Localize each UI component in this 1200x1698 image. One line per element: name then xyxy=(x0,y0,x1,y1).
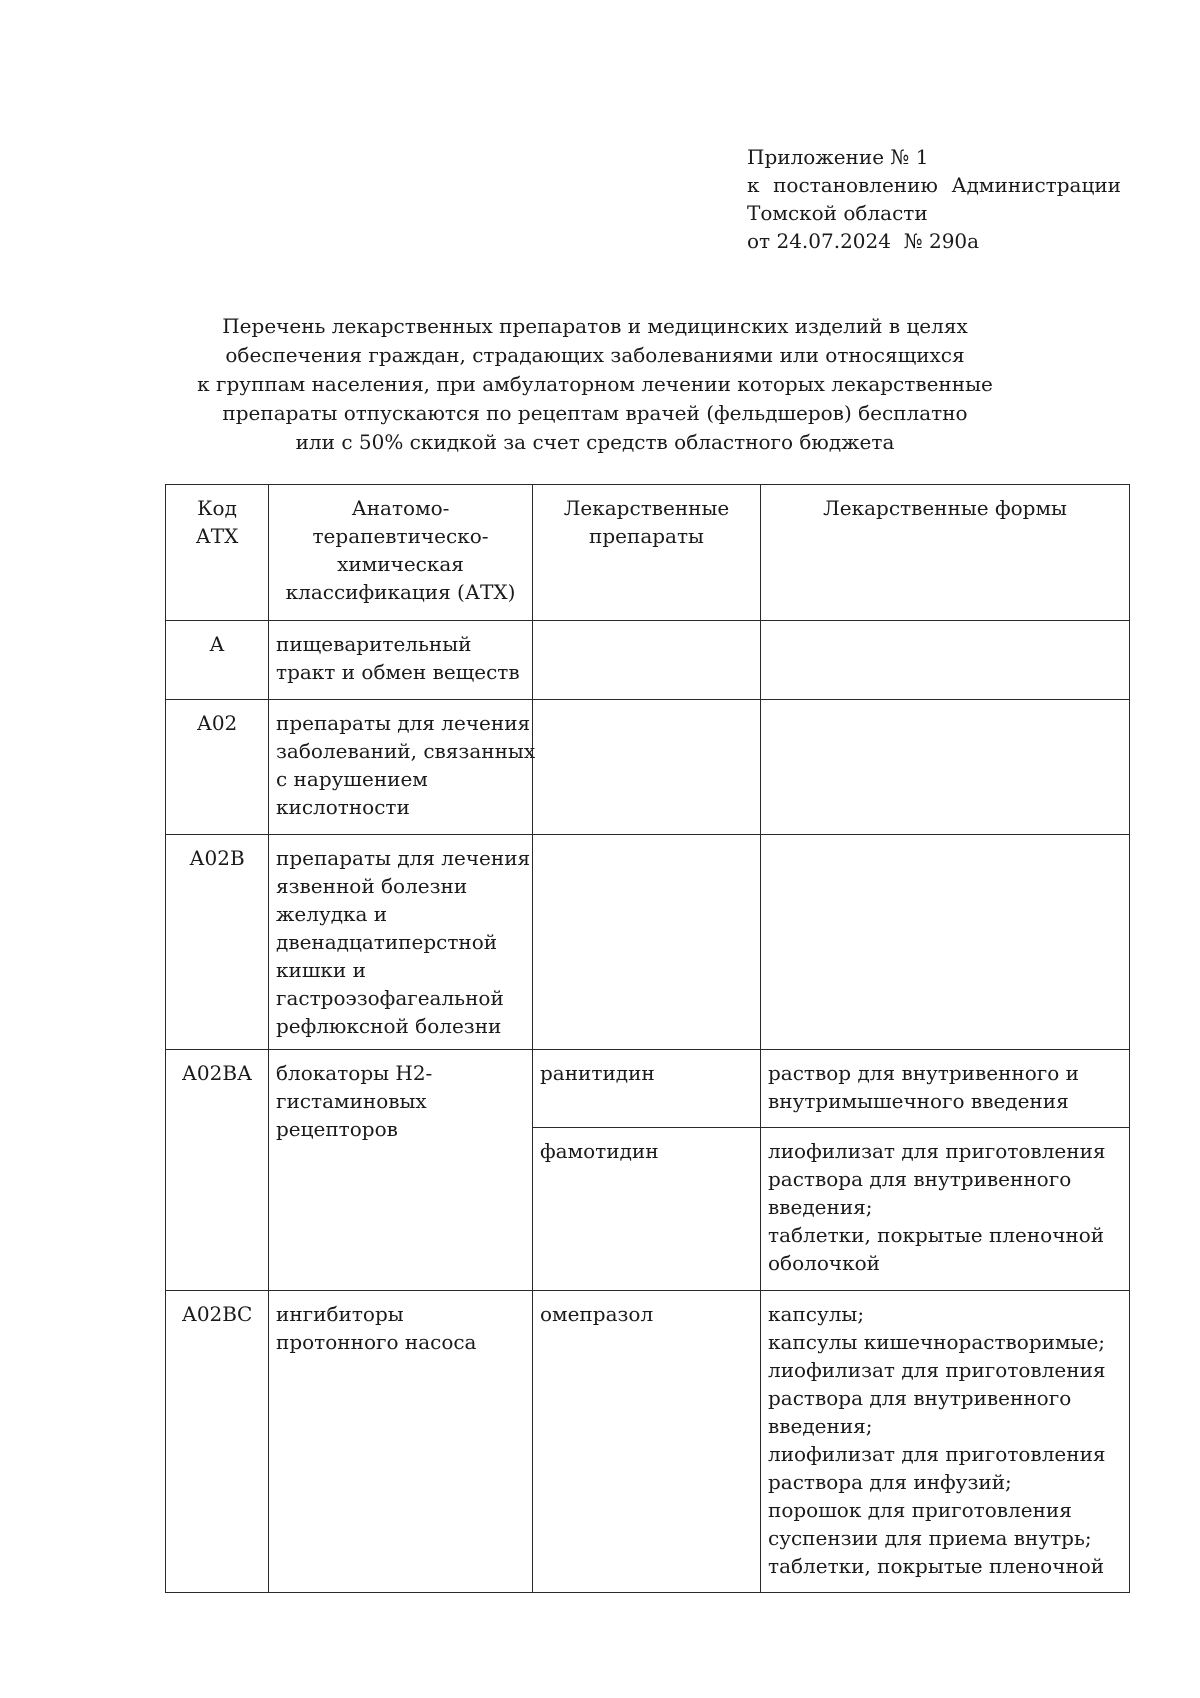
cell-line: капсулы; xyxy=(768,1302,865,1326)
cell-line: язвенной болезни xyxy=(276,874,468,898)
header-text: Лекарственные формы xyxy=(823,496,1067,520)
header-drugs xyxy=(533,485,761,621)
atx-classification xyxy=(269,700,536,835)
cell-line: раствора для внутривенного xyxy=(768,1167,1072,1191)
header-text: терапевтическо- xyxy=(312,524,489,548)
table-row xyxy=(166,1291,1130,1593)
cell-line: кишки и xyxy=(276,958,366,982)
forms-cell xyxy=(761,835,1130,1050)
header-forms xyxy=(761,485,1130,621)
attachment-line-1: Приложение № 1 xyxy=(747,145,929,169)
cell-line: оболочкой xyxy=(768,1251,880,1275)
document-title xyxy=(165,312,1025,457)
cell-line: суспензии для приема внутрь; xyxy=(768,1526,1092,1550)
title-line: препараты отпускаются по рецептам врачей (фельдшеров) бесплатно xyxy=(222,401,968,425)
title-line: или с 50% скидкой за счет средств областного бюджета xyxy=(295,430,895,454)
cell-line: с нарушением xyxy=(276,767,428,791)
atx-code: А02ВА xyxy=(166,1050,269,1291)
cell-line: блокаторы Н2- xyxy=(276,1061,433,1085)
cell-line: заболеваний, связанных xyxy=(276,739,536,763)
cell-line: двенадцатиперстной xyxy=(276,930,498,954)
header-text: химическая xyxy=(337,552,464,576)
cell-line: внутримышечного введения xyxy=(768,1089,1069,1113)
forms-cell xyxy=(761,1050,1130,1128)
cell-line: таблетки, покрытые пленочной xyxy=(768,1223,1105,1247)
drug-name: омепразол xyxy=(533,1291,761,1593)
attachment-block xyxy=(747,143,1127,255)
header-text: классификация (АТХ) xyxy=(285,580,516,604)
header-classification xyxy=(269,485,533,621)
attachment-line-3: Томской области xyxy=(747,201,928,225)
atx-code: А02 xyxy=(166,700,269,835)
atx-table xyxy=(165,484,1130,1593)
cell-line: раствора для внутривенного xyxy=(768,1386,1072,1410)
cell-line: введения; xyxy=(768,1414,873,1438)
forms-cell xyxy=(761,1291,1130,1593)
cell-line: лиофилизат для приготовления xyxy=(768,1358,1106,1382)
cell-line: гистаминовых xyxy=(276,1089,427,1113)
header-text: АТХ xyxy=(195,524,239,548)
header-text: Код xyxy=(197,496,237,520)
forms-cell xyxy=(761,700,1130,835)
attachment-line-2-word-3: Администрации xyxy=(951,173,1121,197)
drug-name: ранитидин xyxy=(533,1050,761,1128)
header-code xyxy=(166,485,269,621)
cell-line: раствора для инфузий; xyxy=(768,1470,1012,1494)
header-text: Анатомо- xyxy=(351,496,450,520)
table-row xyxy=(166,835,1130,1050)
cell-line: препараты для лечения xyxy=(276,711,531,735)
atx-classification xyxy=(269,1050,533,1291)
cell-line: таблетки, покрытые пленочной xyxy=(768,1554,1105,1578)
title-line: Перечень лекарственных препаратов и медицинских изделий в целях xyxy=(222,314,968,338)
cell-line: кислотности xyxy=(276,795,410,819)
cell-line: пищеварительный xyxy=(276,632,472,656)
cell-line: рецепторов xyxy=(276,1117,398,1141)
drug-name: фамотидин xyxy=(533,1128,761,1291)
cell-line: введения; xyxy=(768,1195,873,1219)
forms-cell xyxy=(761,1128,1130,1291)
table-row xyxy=(166,1050,1130,1128)
header-text: препараты xyxy=(589,524,704,548)
cell-line: гастроэзофагеальной xyxy=(276,986,504,1010)
atx-code: А02В xyxy=(166,835,269,1050)
drug-cell xyxy=(533,700,761,835)
atx-classification xyxy=(269,1291,533,1593)
atx-code: А02ВС xyxy=(166,1291,269,1593)
cell-line: тракт и обмен веществ xyxy=(276,660,520,684)
cell-line: рефлюксной болезни xyxy=(276,1014,502,1038)
forms-cell xyxy=(761,621,1130,700)
atx-classification xyxy=(269,621,533,700)
cell-line: протонного насоса xyxy=(276,1330,477,1354)
table-header-row xyxy=(166,485,1130,621)
cell-line: лиофилизат для приготовления xyxy=(768,1442,1106,1466)
table-row xyxy=(166,700,1130,835)
attachment-line-2 xyxy=(747,171,1121,199)
cell-line: препараты для лечения xyxy=(276,846,531,870)
cell-line: лиофилизат для приготовления xyxy=(768,1139,1106,1163)
title-line: к группам населения, при амбулаторном лечении которых лекарственные xyxy=(197,372,993,396)
title-line: обеспечения граждан, страдающих заболеваниями или относящихся xyxy=(225,343,965,367)
atx-code: А xyxy=(166,621,269,700)
attachment-line-2-word-2: постановлению xyxy=(773,173,938,197)
cell-line: капсулы кишечнорастворимые; xyxy=(768,1330,1106,1354)
cell-line: порошок для приготовления xyxy=(768,1498,1072,1522)
table-row xyxy=(166,621,1130,700)
cell-line: раствор для внутривенного и xyxy=(768,1061,1080,1085)
attachment-line-2-word-1: к xyxy=(747,173,760,197)
header-text: Лекарственные xyxy=(563,496,730,520)
cell-line: желудка и xyxy=(276,902,388,926)
drug-cell xyxy=(533,621,761,700)
atx-classification xyxy=(269,835,533,1050)
cell-line: ингибиторы xyxy=(276,1302,404,1326)
attachment-line-4: от 24.07.2024 № 290а xyxy=(747,229,980,253)
drug-cell xyxy=(533,835,761,1050)
